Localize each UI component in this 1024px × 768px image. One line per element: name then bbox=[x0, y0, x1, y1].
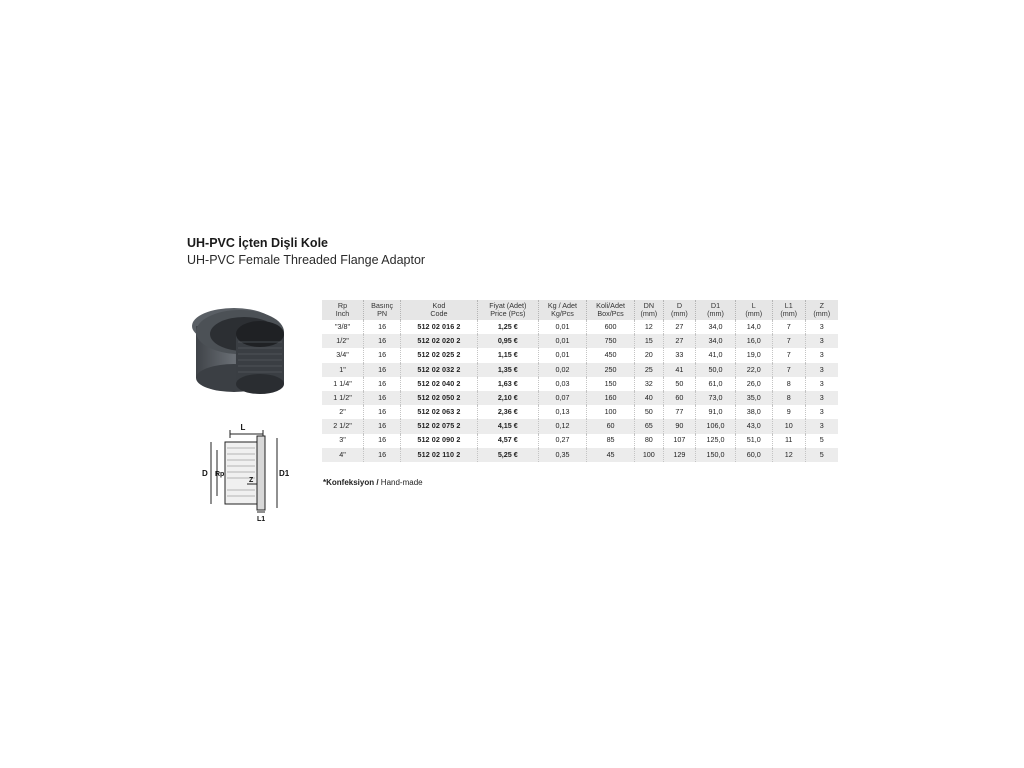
column-header-line1: D bbox=[676, 300, 683, 310]
table-cell: 16 bbox=[364, 377, 401, 391]
table-cell: 85 bbox=[587, 434, 635, 448]
column-header-line2: Code bbox=[430, 309, 448, 318]
table-cell: 600 bbox=[587, 320, 635, 334]
technical-drawing bbox=[197, 420, 289, 525]
table-cell: 512 02 050 2 bbox=[401, 391, 478, 405]
table-cell: 1,15 € bbox=[477, 348, 538, 362]
table-cell: 16 bbox=[364, 419, 401, 433]
column-header-line2: (mm) bbox=[780, 309, 798, 318]
table-cell: 20 bbox=[635, 348, 663, 362]
table-cell: 41 bbox=[663, 363, 696, 377]
table-cell: 4,15 € bbox=[477, 419, 538, 433]
table-cell: 1 1/2" bbox=[322, 391, 364, 405]
table-row bbox=[322, 391, 838, 405]
table-cell: 33 bbox=[663, 348, 696, 362]
column-header bbox=[735, 300, 772, 320]
table-cell: 4,57 € bbox=[477, 434, 538, 448]
table-cell: 750 bbox=[587, 334, 635, 348]
table-cell: 3 bbox=[805, 377, 838, 391]
table-cell: 107 bbox=[663, 434, 696, 448]
table-cell: 16 bbox=[364, 434, 401, 448]
table-cell: 1" bbox=[322, 363, 364, 377]
column-header-line1: DN bbox=[643, 300, 655, 310]
table-cell: 16 bbox=[364, 391, 401, 405]
table-cell: 1/2" bbox=[322, 334, 364, 348]
column-header bbox=[401, 300, 478, 320]
column-header-line1: Rp bbox=[337, 300, 348, 310]
table-cell: 512 02 020 2 bbox=[401, 334, 478, 348]
column-header bbox=[477, 300, 538, 320]
table-cell: 3" bbox=[339, 435, 346, 445]
table-row bbox=[322, 448, 838, 462]
table-cell: 2 1/2" bbox=[322, 419, 364, 433]
table-cell: 8 bbox=[772, 391, 805, 405]
table-cell: 15 bbox=[635, 334, 663, 348]
table-cell: 0,02 bbox=[538, 363, 586, 377]
table-cell: 2" bbox=[339, 407, 346, 417]
drawing-label-L1: L1 bbox=[257, 516, 266, 523]
table-cell: 512 02 090 2 bbox=[401, 434, 478, 448]
column-header-line1: Kg / Adet bbox=[547, 300, 578, 310]
table-cell: 60 bbox=[587, 419, 635, 433]
column-header bbox=[696, 300, 735, 320]
table-cell: 0,03 bbox=[538, 377, 586, 391]
table-cell: 5,25 € bbox=[477, 448, 538, 462]
column-header bbox=[663, 300, 696, 320]
table-cell: 90 bbox=[663, 419, 696, 433]
table-cell: 3 bbox=[805, 419, 838, 433]
table-cell: 7 bbox=[772, 320, 805, 334]
table-cell: 50 bbox=[635, 405, 663, 419]
table-cell: 3 bbox=[805, 405, 838, 419]
table-cell: 0,12 bbox=[538, 419, 586, 433]
column-header-line1: L1 bbox=[784, 300, 793, 310]
table-cell: 0,07 bbox=[538, 391, 586, 405]
table-cell: 14,0 bbox=[735, 320, 772, 334]
table-cell: 26,0 bbox=[735, 377, 772, 391]
column-header-line2: (mm) bbox=[671, 309, 688, 318]
table-cell: 7 bbox=[772, 348, 805, 362]
table-cell: 25 bbox=[635, 363, 663, 377]
table-cell: 0,95 € bbox=[477, 334, 538, 348]
table-cell: 129 bbox=[663, 448, 696, 462]
table-cell: "3/8" bbox=[334, 321, 351, 331]
table-row bbox=[322, 320, 838, 334]
column-header-line1: Z bbox=[819, 300, 824, 310]
table-cell: 65 bbox=[635, 419, 663, 433]
column-header bbox=[635, 300, 663, 320]
table-cell: 5 bbox=[805, 434, 838, 448]
table-cell: 16 bbox=[364, 320, 401, 334]
table-row bbox=[322, 363, 838, 377]
table-cell: 1,63 € bbox=[477, 377, 538, 391]
table-cell: 73,0 bbox=[696, 391, 735, 405]
table-cell: 150,0 bbox=[696, 448, 735, 462]
table-cell: 16,0 bbox=[735, 334, 772, 348]
table-cell: 40 bbox=[635, 391, 663, 405]
table-cell: 16 bbox=[364, 348, 401, 362]
table-cell: 16 bbox=[364, 363, 401, 377]
column-header-line2: Box/Pcs bbox=[597, 309, 624, 318]
table-cell: 0,35 bbox=[538, 448, 586, 462]
product-photo bbox=[188, 292, 296, 404]
table-cell: 512 02 075 2 bbox=[401, 419, 478, 433]
table-cell: 60 bbox=[663, 391, 696, 405]
column-header-line1: Fiyat (Adet) bbox=[489, 300, 527, 310]
column-header bbox=[322, 300, 364, 320]
table-cell: 16 bbox=[364, 448, 401, 462]
table-cell: 512 02 063 2 bbox=[401, 405, 478, 419]
table-row bbox=[322, 434, 838, 448]
table-cell: 50 bbox=[663, 377, 696, 391]
column-header-line1: D1 bbox=[710, 300, 721, 310]
table-cell: 50,0 bbox=[696, 363, 735, 377]
table-cell: 3 bbox=[805, 391, 838, 405]
drawing-label-Z: Z bbox=[249, 477, 254, 484]
table-cell: 80 bbox=[635, 434, 663, 448]
table-cell: 60,0 bbox=[735, 448, 772, 462]
table-cell: 9 bbox=[772, 405, 805, 419]
table-cell: 19,0 bbox=[735, 348, 772, 362]
table-row bbox=[322, 419, 838, 433]
column-header-line2: Price (Pcs) bbox=[490, 309, 526, 318]
table-cell: 2,10 € bbox=[477, 391, 538, 405]
table-cell: 4" bbox=[322, 448, 364, 462]
product-title-en: UH-PVC Female Threaded Flange Adaptor bbox=[187, 253, 426, 267]
table-cell: 106,0 bbox=[696, 419, 735, 433]
table-cell: 27 bbox=[663, 320, 696, 334]
table-cell: 0,27 bbox=[538, 434, 586, 448]
table-cell: 160 bbox=[587, 391, 635, 405]
drawing-label-D: D bbox=[202, 469, 208, 478]
table-cell: 150 bbox=[587, 377, 635, 391]
table-cell: 77 bbox=[663, 405, 696, 419]
handmade-note bbox=[323, 478, 423, 487]
table-cell: 0,01 bbox=[538, 320, 586, 334]
table-cell: 51,0 bbox=[735, 434, 772, 448]
table-cell: 27 bbox=[663, 334, 696, 348]
column-header bbox=[538, 300, 586, 320]
product-title-tr: UH-PVC İçten Dişli Kole bbox=[187, 236, 328, 250]
table-row bbox=[322, 405, 838, 419]
column-header bbox=[772, 300, 805, 320]
table-cell: 0,01 bbox=[538, 334, 586, 348]
table-cell: 7 bbox=[772, 334, 805, 348]
table-cell: 91,0 bbox=[696, 405, 735, 419]
column-header-line2: Kg/Pcs bbox=[551, 309, 574, 318]
table-cell: 100 bbox=[635, 448, 663, 462]
table-cell: 125,0 bbox=[696, 434, 735, 448]
table-cell: 1 1/4" bbox=[333, 378, 352, 388]
column-header-line1: Koli/Adet bbox=[596, 300, 625, 310]
table-cell: 1,25 € bbox=[477, 320, 538, 334]
table-cell: 12 bbox=[635, 320, 663, 334]
column-header-line2: Inch bbox=[335, 309, 350, 318]
table-cell: 3 bbox=[805, 348, 838, 362]
table-cell: 8 bbox=[772, 377, 805, 391]
table-header-row bbox=[322, 300, 838, 320]
column-header-line2: (mm) bbox=[640, 309, 658, 318]
note-text: Hand-made bbox=[378, 478, 423, 487]
drawing-label-Rp: Rp bbox=[215, 471, 225, 478]
column-header-line2: (mm) bbox=[745, 309, 763, 318]
table-cell: 3 bbox=[805, 334, 838, 348]
table-cell: 3 bbox=[805, 363, 838, 377]
table-cell: 3 bbox=[805, 320, 838, 334]
table-cell: 1,35 € bbox=[477, 363, 538, 377]
table-cell: 12 bbox=[772, 448, 805, 462]
table-cell: 61,0 bbox=[696, 377, 735, 391]
column-header-line2: (mm) bbox=[813, 309, 831, 318]
table-cell: 43,0 bbox=[735, 419, 772, 433]
drawing-label-D1: D1 bbox=[279, 469, 289, 478]
table-cell: 0,01 bbox=[538, 348, 586, 362]
column-header-line1: Basınç bbox=[371, 300, 394, 310]
table-cell: 22,0 bbox=[735, 363, 772, 377]
table-cell: 512 02 016 2 bbox=[401, 320, 478, 334]
table-cell: 0,13 bbox=[538, 405, 586, 419]
table-cell: 250 bbox=[587, 363, 635, 377]
column-header-line2: (mm) bbox=[707, 309, 724, 318]
table-row bbox=[322, 377, 838, 391]
table-cell: 512 02 110 2 bbox=[401, 448, 478, 462]
column-header-line1: Kod bbox=[432, 300, 446, 310]
table-cell: 450 bbox=[587, 348, 635, 362]
spec-table bbox=[322, 300, 838, 462]
table-cell: 41,0 bbox=[696, 348, 735, 362]
table-cell: 2,36 € bbox=[477, 405, 538, 419]
table-row bbox=[322, 348, 838, 362]
table-cell: 10 bbox=[772, 419, 805, 433]
table-cell: 5 bbox=[805, 448, 838, 462]
table-cell: 512 02 025 2 bbox=[401, 348, 478, 362]
table-cell: 7 bbox=[772, 363, 805, 377]
table-cell: 3/4" bbox=[336, 350, 349, 360]
table-cell: 11 bbox=[772, 434, 805, 448]
note-bold: *Konfeksiyon / bbox=[323, 478, 379, 487]
table-row bbox=[322, 334, 838, 348]
column-header bbox=[364, 300, 401, 320]
column-header-line2: PN bbox=[377, 309, 388, 318]
table-cell: 38,0 bbox=[735, 405, 772, 419]
table-cell: 512 02 032 2 bbox=[401, 363, 478, 377]
table-cell: 34,0 bbox=[696, 334, 735, 348]
column-header bbox=[587, 300, 635, 320]
table-cell: 16 bbox=[364, 405, 401, 419]
column-header-line1: L bbox=[751, 300, 756, 310]
table-cell: 34,0 bbox=[696, 320, 735, 334]
table-cell: 512 02 040 2 bbox=[401, 377, 478, 391]
table-cell: 16 bbox=[364, 334, 401, 348]
drawing-label-L: L bbox=[240, 423, 246, 432]
table-cell: 45 bbox=[587, 448, 635, 462]
table-cell: 32 bbox=[635, 377, 663, 391]
table-cell: 35,0 bbox=[735, 391, 772, 405]
table-cell: 100 bbox=[587, 405, 635, 419]
column-header bbox=[805, 300, 838, 320]
